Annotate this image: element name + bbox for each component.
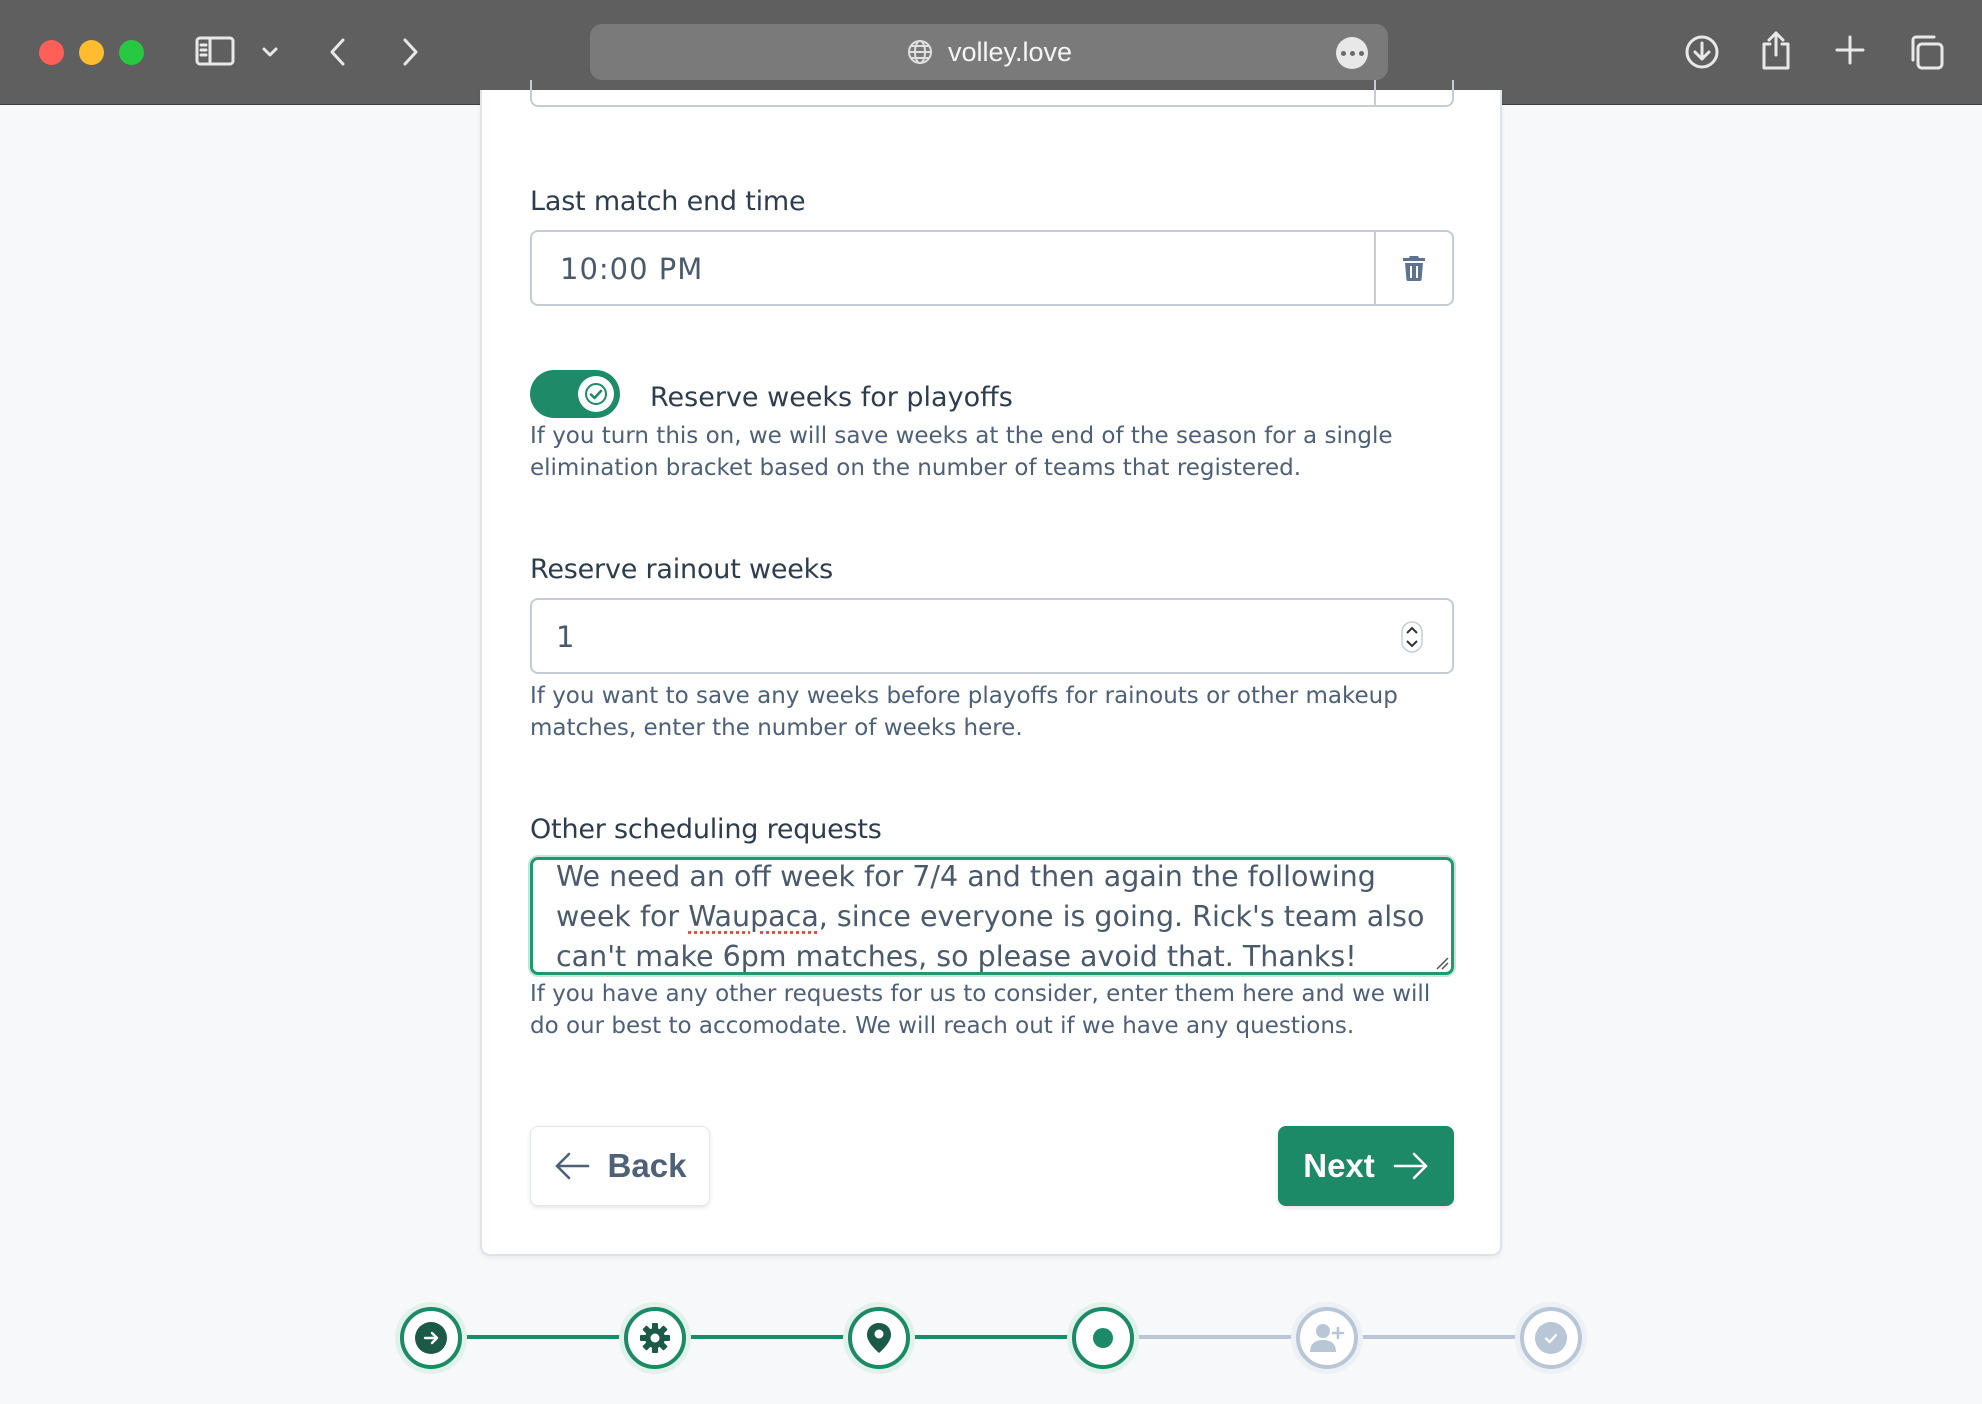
step-3[interactable] [848, 1307, 910, 1369]
step-1[interactable] [400, 1307, 462, 1369]
gear-icon [638, 1321, 672, 1355]
zoom-window-button[interactable] [119, 40, 144, 65]
resize-grip-icon[interactable] [1435, 956, 1449, 970]
step-connector [910, 1335, 1074, 1339]
last-match-end-time-label: Last match end time [530, 186, 806, 217]
other-requests-value: We need an off week for 7/4 and then again the following week for Waupaca, since everyone is going. Rick's team also can't make 6pm matches, so please avoid that. Thanks! [556, 860, 1425, 973]
rainout-weeks-input[interactable] [530, 598, 1454, 674]
previous-time-field[interactable] [530, 80, 1454, 107]
tab-overview-icon[interactable] [1906, 32, 1946, 72]
rainout-weeks-value: 1 [556, 620, 575, 654]
globe-icon [906, 38, 934, 66]
back-nav-icon[interactable] [322, 34, 354, 70]
address-bar[interactable] [590, 24, 1388, 80]
arrow-right-icon [1393, 1151, 1429, 1181]
other-requests-label: Other scheduling requests [530, 814, 882, 845]
map-pin-icon [865, 1321, 893, 1355]
next-button[interactable] [1278, 1126, 1454, 1206]
last-match-end-time-value: 10:00 PM [560, 252, 704, 286]
new-tab-icon[interactable] [1832, 32, 1868, 68]
reserve-playoffs-toggle[interactable] [530, 370, 620, 418]
more-options-icon[interactable] [1336, 37, 1368, 69]
minimize-window-button[interactable] [79, 40, 104, 65]
other-requests-help: If you have any other requests for us to consider, enter them here and we will do our best to accomodate. We will reach out if we have any questions. [530, 981, 1431, 1039]
clear-time-button[interactable] [1374, 232, 1452, 304]
rainout-weeks-label: Reserve rainout weeks [530, 554, 833, 585]
sidebar-toggle-icon[interactable] [194, 34, 236, 68]
step-connector [1134, 1335, 1298, 1339]
check-icon [585, 383, 607, 405]
chevron-down-icon[interactable] [258, 40, 282, 64]
step-connector [462, 1335, 626, 1339]
user-plus-icon [1309, 1322, 1345, 1354]
reserve-playoffs-label: Reserve weeks for playoffs [650, 382, 1013, 413]
arrow-right-icon [415, 1322, 447, 1354]
arrow-left-icon [554, 1151, 590, 1181]
back-button[interactable] [530, 1126, 710, 1206]
trash-icon [1402, 254, 1426, 282]
step-2[interactable] [624, 1307, 686, 1369]
misspelled-word: Waupaca [688, 900, 819, 933]
rainout-weeks-help: If you want to save any weeks before playoffs for rainouts or other makeup matches, enter the number of weeks here. [530, 683, 1398, 741]
step-4-current[interactable] [1072, 1307, 1134, 1369]
next-button-label: Next [1303, 1147, 1375, 1184]
close-window-button[interactable] [39, 40, 64, 65]
url-text: volley.love [947, 36, 1073, 67]
last-match-end-time-input[interactable] [530, 230, 1454, 306]
downloads-icon[interactable] [1682, 32, 1722, 72]
forward-nav-icon[interactable] [394, 34, 426, 70]
number-stepper-icon[interactable] [1400, 620, 1424, 654]
back-button-label: Back [607, 1147, 687, 1184]
form-card [480, 90, 1502, 1256]
step-connector [1358, 1335, 1522, 1339]
step-connector [686, 1335, 850, 1339]
dot-icon [1093, 1328, 1113, 1348]
step-6[interactable] [1520, 1307, 1582, 1369]
share-icon[interactable] [1758, 28, 1794, 72]
step-5[interactable] [1296, 1307, 1358, 1369]
check-icon [1535, 1322, 1567, 1354]
progress-stepper [0, 1300, 1982, 1380]
other-requests-textarea[interactable] [530, 857, 1454, 975]
reserve-playoffs-help: If you turn this on, we will save weeks at the end of the season for a single elimination bracket based on the number of teams that registered. [530, 423, 1393, 481]
